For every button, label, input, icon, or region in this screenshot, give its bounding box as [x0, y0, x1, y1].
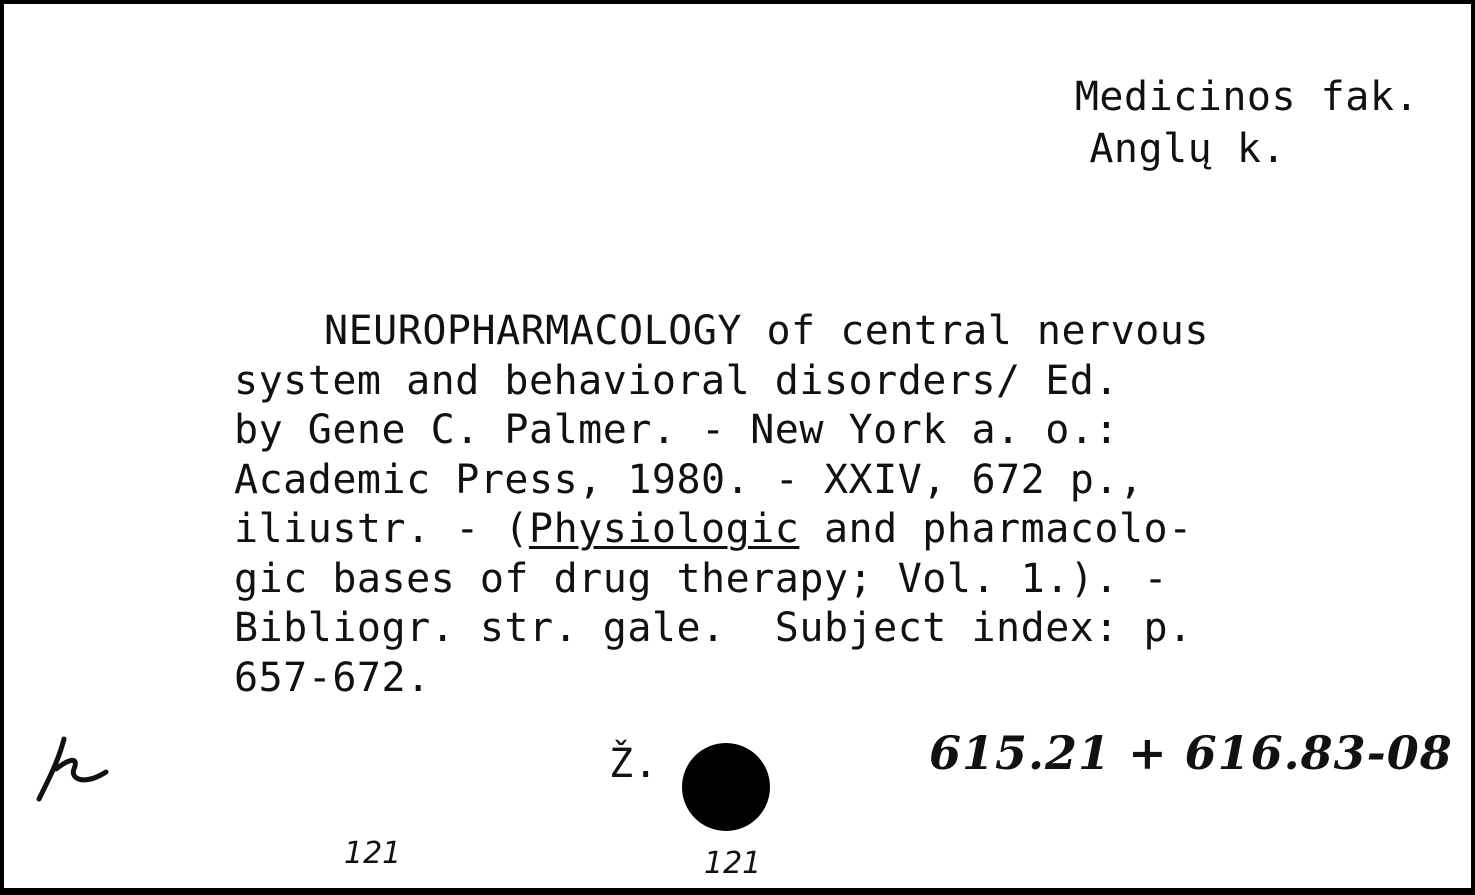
library-section: Anglų k. [1089, 126, 1286, 172]
entry-line-3: by Gene C. Palmer. - New York a. o.: [234, 407, 1119, 453]
entry-line-8: 657-672. [234, 654, 431, 701]
black-dot [682, 743, 770, 831]
entry-line-2: system and behavioral disorders/ Ed. [234, 357, 1119, 404]
entry-line-5 [234, 505, 1209, 555]
handwritten-note-right: 121 [704, 846, 762, 881]
entry-line-7: Bibliogr. str. gale. Subject index: p. [234, 605, 1193, 651]
entry-line-5-pre: iliustr. - ( [234, 506, 529, 552]
entry-line-4: Academic Press, 1980. - XXIV, 672 p., [234, 456, 1144, 503]
handwritten-note-left: 121 [344, 836, 402, 871]
z-label: Ž. [609, 741, 659, 787]
classification-number: 615.21 + 616.83-08 [929, 726, 1453, 780]
handwritten-k-mark [34, 734, 114, 804]
library-faculty: Medicinos fak. [1074, 74, 1419, 120]
series-underlined-word: Physiologic [528, 506, 800, 552]
entry-line-6: gic bases of drug therapy; Vol. 1.). - [234, 555, 1169, 602]
bibliographic-entry [234, 307, 1209, 703]
entry-line-5-post: and pharmacolo- [799, 506, 1193, 552]
entry-line-title: NEUROPHARMACOLOGY of central nervous [324, 308, 1209, 354]
